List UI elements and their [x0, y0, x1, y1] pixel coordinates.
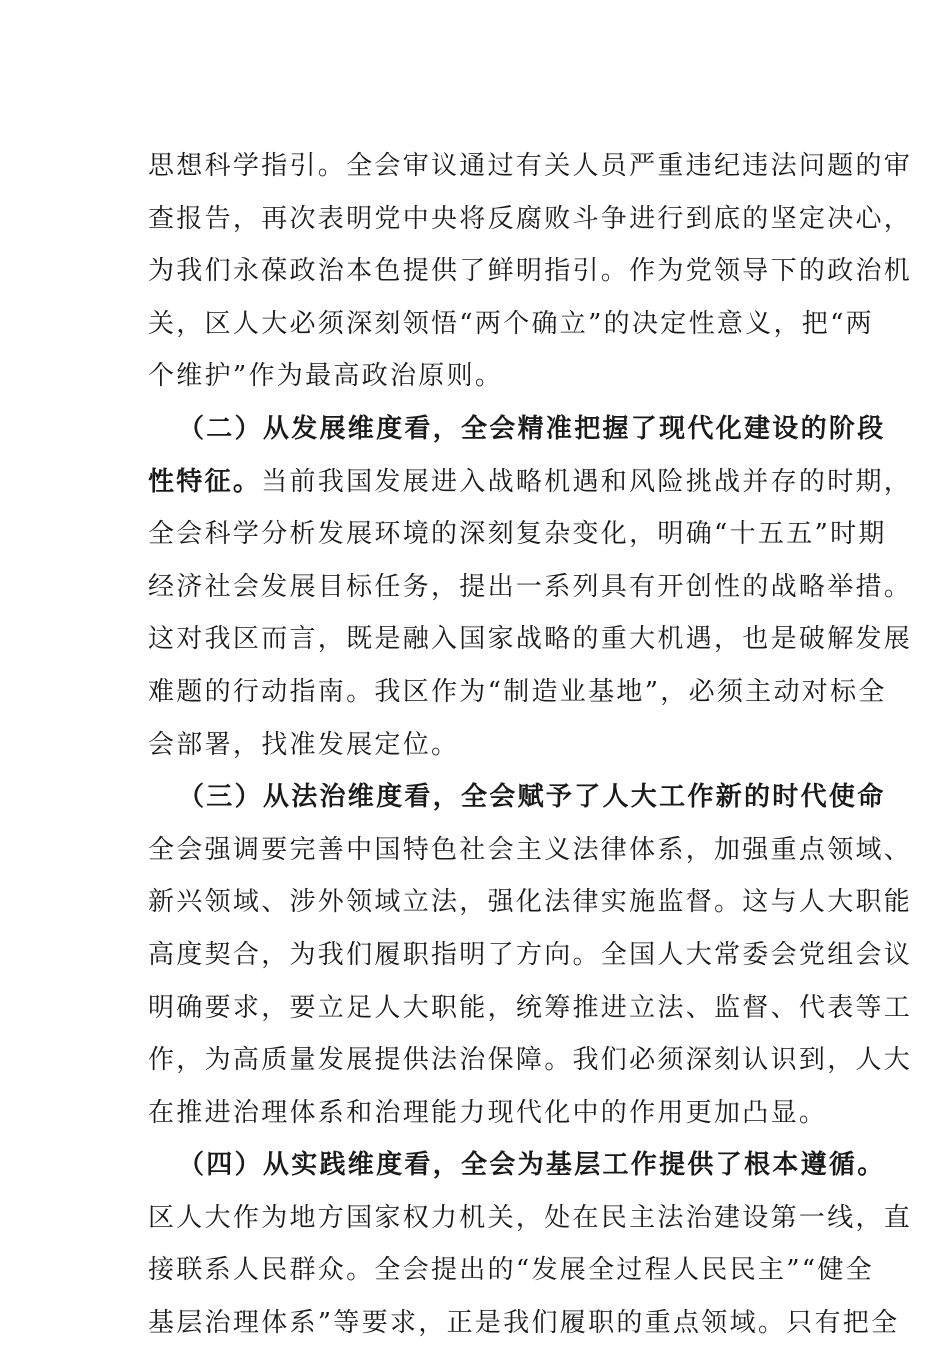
text-line: [148, 456, 913, 509]
text-segment: 在推进治理体系和治理能力现代化中的作用更加凸显。: [148, 1097, 828, 1128]
text-segment: 查报告，再次表明党中央将反腐败斗争进行到底的坚定决心，: [148, 203, 913, 234]
text-line: [148, 350, 824, 403]
text-line: [148, 245, 913, 298]
text-line: [148, 1192, 913, 1245]
text-line: [148, 1087, 828, 1140]
text-segment: 个维护”作为最高政治原则。: [148, 361, 504, 392]
text-line: [148, 876, 913, 929]
document-body: [148, 140, 913, 1350]
text-line: [148, 824, 913, 877]
text-line: [148, 508, 887, 561]
text-segment: 为我们永葆政治本色提供了鲜明指引。作为党领导下的政治机: [148, 256, 913, 287]
text-segment: 新兴领域、涉外领域立法，强化法律实施监督。这与人大职能: [148, 887, 913, 918]
text-segment: 高度契合，为我们履职指明了方向。全国人大常委会党组会议: [148, 939, 913, 970]
text-segment: 当前我国发展进入战略机遇和风险挑战并存的时期，: [261, 466, 913, 497]
text-line: [148, 403, 886, 456]
text-segment: 难题的行动指南。我区作为“制造业基地”，必须主动对标全: [148, 676, 887, 707]
bold-text-segment: （二）从发展维度看，全会精准把握了现代化建设的阶段: [178, 413, 886, 444]
bold-text-segment: （三）从法治维度看，全会赋予了人大工作新的时代使命: [178, 782, 886, 813]
text-segment: 会部署，找准发展定位。: [148, 729, 460, 760]
text-line: [148, 613, 913, 666]
text-line: [148, 1244, 874, 1297]
text-segment: 关，区人大必须深刻领悟“两个确立”的决定性意义，把“两: [148, 308, 874, 339]
text-line: [148, 719, 824, 772]
text-line: [148, 982, 913, 1035]
bold-text-segment: （四）从实践维度看，全会为基层工作提供了根本遵循。: [178, 1150, 886, 1181]
bold-text-segment: 性特征。: [148, 466, 262, 497]
text-segment: 思想科学指引。全会审议通过有关人员严重违纪违法问题的审: [148, 151, 913, 181]
text-segment: 全会强调要完善中国特色社会主义法律体系，加强重点领域、: [148, 834, 913, 865]
text-line: [148, 298, 874, 351]
text-line: [148, 929, 913, 982]
text-segment: 接联系人民群众。全会提出的“发展全过程人民民主”“健全: [148, 1255, 874, 1286]
text-segment: 明确要求，要立足人大职能，统筹推进立法、监督、代表等工: [148, 992, 913, 1023]
text-line: [148, 1034, 913, 1087]
text-segment: 区人大作为地方国家权力机关，处在民主法治建设第一线，直: [148, 1202, 913, 1233]
text-line: [148, 1139, 886, 1192]
text-segment: 这对我区而言，既是融入国家战略的重大机遇，也是破解发展: [148, 624, 913, 655]
text-line: [148, 140, 913, 193]
text-line: [148, 1297, 900, 1350]
text-segment: 全会科学分析发展环境的深刻复杂变化，明确“十五五”时期: [148, 519, 887, 550]
text-line: [148, 561, 913, 614]
text-line: [148, 193, 913, 246]
text-line: [148, 771, 886, 824]
text-segment: 基层治理体系”等要求，正是我们履职的重点领域。只有把全: [148, 1308, 900, 1339]
text-segment: 经济社会发展目标任务，提出一系列具有开创性的战略举措。: [148, 571, 913, 602]
text-segment: 作，为高质量发展提供法治保障。我们必须深刻认识到，人大: [148, 1045, 913, 1076]
text-line: [148, 666, 887, 719]
